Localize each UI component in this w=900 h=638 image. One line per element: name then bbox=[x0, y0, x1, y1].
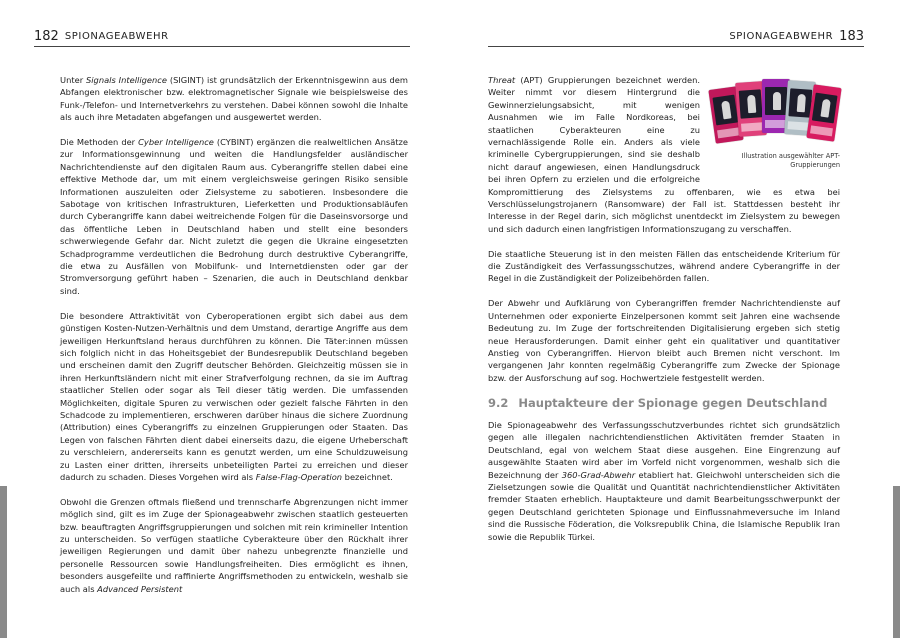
running-head-title-left: SPIONAGEABWEHR bbox=[64, 30, 169, 42]
paragraph-cyberoperations bbox=[60, 310, 408, 484]
apt-card bbox=[806, 84, 841, 141]
term-360-grad-abwehr: 360-Grad-Abwehr bbox=[561, 469, 636, 480]
thumb-index-tab-left bbox=[0, 486, 7, 638]
term-advanced-persistent: Advanced Persistent bbox=[97, 583, 183, 594]
paragraph-cybint bbox=[60, 136, 408, 297]
apt-illustration bbox=[706, 74, 840, 170]
text-run: Die Methoden der bbox=[60, 137, 139, 148]
text-run: bezeichnet. bbox=[342, 471, 393, 482]
term-signals-intelligence: Signals Intelligence bbox=[85, 75, 167, 85]
right-text-column bbox=[488, 74, 840, 555]
header-rule-right bbox=[488, 46, 864, 47]
paragraph-state-actors bbox=[60, 496, 408, 595]
section-heading bbox=[488, 397, 840, 409]
paragraph-main-actors bbox=[488, 419, 840, 543]
text-run: (SIGINT) ist grundsätzlich der Erkenntnisgewinn aus dem Abfangen elektronischer bzw. elektromagnetischer Signale wie beispielsweise des Funk-/Telefon- und Internetverkehrs zu verstehen. Dabei können sowohl die Inhalte als auch ihre Metadaten abgefangen und ausgewertet werden. bbox=[60, 75, 408, 123]
paragraph-sigint bbox=[60, 74, 408, 124]
left-text-column bbox=[60, 74, 408, 607]
text-run: Unter bbox=[60, 75, 86, 85]
paragraph-defense: Der Abwehr und Aufklärung von Cyberangriffen fremder Nachrichtendienste auf Unternehmen oder exponierte Einzelpersonen kommt seit Jahren eine wachsende Bedeutung zu. Im Zuge der fortschreitenden Digitalisierung ergeben sich stetig neue Herausforderungen. Damit einher geht ein qualitativer und quantitativer Anstieg von Cyberangriffen. Hiervon bleibt auch Bremen nicht verschont. Im vergangenen Jahr konnten regelmäßig Cyberangriffe zum Zwecke der Spionage bzw. der Ausforschung auf sog. Hochwertziele festgestellt werden. bbox=[488, 298, 840, 383]
term-cyber-intelligence: Cyber Intelligence bbox=[138, 137, 214, 148]
running-head-right bbox=[488, 28, 864, 44]
paragraph-state-control: Die staatliche Steuerung ist in den meisten Fällen das entscheidende Kriterium für die Zuständigkeit des Verfassungsschutzes, während andere Cyberangriffe in der Regel in die Zuständigkeit der Polizeibehörden fallen. bbox=[488, 248, 840, 284]
running-head-title-right: SPIONAGEABWEHR bbox=[729, 30, 834, 42]
text-run: (APT) Gruppierungen bezeichnet werden. Weiter nimmt vor diesem Hintergrund die Gewinnerzielungsabsicht, mit wenigen Ausnahmen wie im Falle Nordkoreas, bei staatlichen Cyberakteuren eine zu vernachlässigende Rolle ein. Anders als viele kriminelle Cybergruppierungen, sind sie deshalb nicht darauf angewiesen, einen Handlungsdruck bei ihren Opfern zu erzielen und die erfolgreiche Kompromittierung des Zielsystems zu offenbaren, wie es etwa bei Verschlüsselungstrojanern (Ransomware) der Fall ist. Stattdessen besteht ihr Interesse in der Regel darin, sich möglichst unentdeckt im Zielsystem zu bewegen und sich dadurch einen langfristigen Informationszugang zu verschaffen. bbox=[488, 75, 840, 234]
text-run: Die Spionageabwehr des Verfassungsschutzverbundes richtet sich grundsätzlich gegen alle illegalen nachrichtendienstlichen Aktivitäten fremder Staaten in Deutschland, egal von welchem Staat diese ausgehen. Eine Eingrenzung auf ausgewählte Staaten wird aber im Vorfeld nicht vorgenommen, weshalb sich die Bezeichnung der bbox=[488, 419, 840, 480]
term-threat: Threat bbox=[488, 75, 516, 85]
figure-caption: Illustration ausgewählter APT-Gruppierungen bbox=[741, 152, 840, 169]
right-page bbox=[450, 0, 900, 638]
thumb-index-tab-right bbox=[893, 486, 900, 638]
page-number-right: 183 bbox=[839, 28, 864, 44]
text-run: etabliert hat. Gleichwohl unterscheiden sich die Zielsetzungen sowie die Qualität und Quantität nachrichtendienstlicher Aktivitäten fremder Staaten erheblich. Hauptakteure und damit Bearbeitungsschwerpunkt der gegen Deutschland gerichteten Spionage und Einflussnahmeversuche im Inland sind die Russische Föderation, die Volksrepublik China, die Islamische Republik Iran sowie die Republik Türkei. bbox=[488, 469, 840, 542]
header-rule-left bbox=[34, 46, 410, 47]
term-false-flag-operation: False-Flag-Operation bbox=[255, 471, 343, 482]
page-number-left: 182 bbox=[34, 28, 59, 44]
text-run: Obwohl die Grenzen oftmals fließend und trennscharfe Abgrenzungen nicht immer möglich sind, gilt es im Zuge der Spionageabwehr zwischen staatlich gesteuerten bzw. beauftragten Angriffsgruppierungen und solchen mit rein krimineller Intention zu unterscheiden. So verfügen staatliche Cyberakteure über den Rückhalt ihrer jeweiligen Regierungen und damit über nahezu unbegrenzte finanzielle und personelle Ressourcen sowie Handlungsfreiheiten. Dies ermöglicht es ihnen, besonders ausgefeilte und raffinierte Angriffsmethoden zu entwickeln, weshalb sie auch als bbox=[60, 496, 408, 594]
section-title: Hauptakteure der Spionage gegen Deutschland bbox=[518, 395, 828, 410]
section-number: 9.2 bbox=[488, 395, 509, 410]
running-head-left bbox=[34, 28, 410, 44]
text-run: (CYBINT) ergänzen die realweltlichen Ansätze zur Informationsgewinnung und weiten die Handlungsfelder ausländischer Nachrichtendienste auf den digitalen Raum aus. Cyberangriffe stellen dabei eine effektive Methode dar, um mit einem vergleichsweise geringen Risiko sensible Informationen auszuleiten oder Zielsysteme zu sabotieren. Insbesondere die Sabotage von kritischen Infrastrukturen, Lieferketten und Produktionsabläufen durch Cyberangriffe kann dabei weitreichende Folgen für die Daseinsvorsorge und das öffentliche Leben in Deutschland haben und stellt eine besonders schwerwiegende Gefahr dar. Nicht zuletzt die gegen die Ukraine eingesetzten Schadprogramme verdeutlichen die Bedrohung durch destruktive Cyberangriffe, die etwa zu Ausfällen von Mobilfunk- und Internetdiensten oder gar der Stromversorgung geführt haben – Szenarien, die auch in Deutschland denkbar sind. bbox=[60, 137, 408, 296]
apt-cards-image bbox=[706, 74, 840, 150]
text-run: Die besondere Attraktivität von Cyberoperationen ergibt sich dabei aus dem günstigen Kosten-Nutzen-Verhältnis und dem Umstand, derartige Angriffe aus dem jeweiligen Herkunftsland heraus durchführen zu können. Die Täter:innen müssen sich folglich nicht in das Hoheitsgebiet der Bundesrepublik Deutschland begeben und erscheinen damit den Zugriff deutscher Behörden. Gleichzeitig müssen sie in ihren Herkunftsländern nicht mit einer Strafverfolgung rechnen, da sie im Auftrag staatlicher Stellen oder sogar als Teil dieser tätig werden. Die umfassenden Möglichkeiten, digitale Spuren zu verwischen oder gezielt falsche Fährten in den Schadcode zu implementieren, erschweren darüber hinaus die sichere Zuordnung (Attribution) eines Cyberangriffs zu einzelnen Gruppierungen oder Staaten. Das Legen von falschen Fährten dient dabei einerseits dazu, die eigene Urheberschaft zu verschleiern, andererseits kann es genutzt werden, um eine Schuldzuweisung zu Lasten einer dritten, ihrerseits unbeteiligten Partei zu erreichen und dieser dadurch zu schaden. Dieses Vorgehen wird als bbox=[60, 310, 408, 482]
